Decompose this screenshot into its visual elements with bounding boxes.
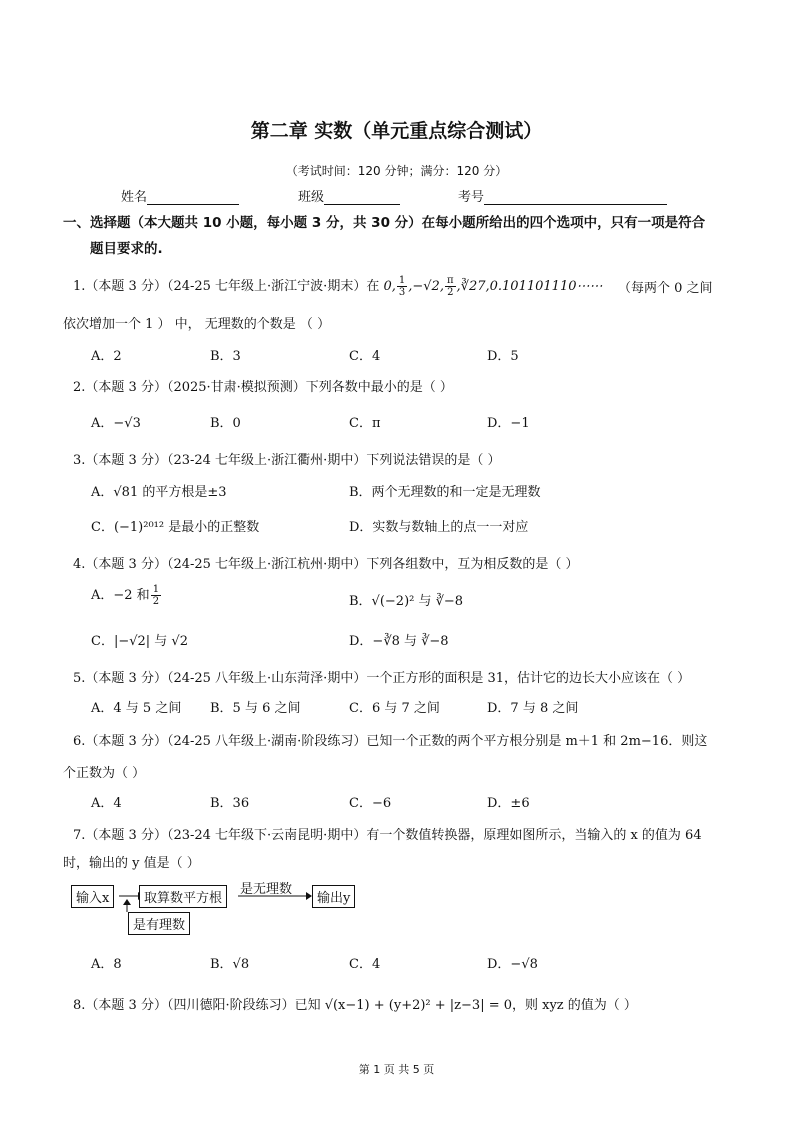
q6-option-c[interactable]: C．−6 (349, 796, 392, 811)
section-heading: 一、选择题（本大题共 10 小题，每小题 3 分，共 30 分）在每小题所给出的四个选项中，只有一项是符合 (63, 215, 706, 231)
q7-option-c[interactable]: C．4 (349, 957, 381, 972)
q3-option-b[interactable]: B．两个无理数的和一定是无理数 (349, 485, 541, 500)
q2-option-c[interactable]: C．π (349, 416, 381, 431)
q1-frac-1-3: $\frac{1}{3}$ (398, 275, 406, 298)
q4-frac-1-2: $\frac{1}{2}$ (152, 584, 160, 607)
page-title: 第二章 实数（单元重点综合测试） (250, 120, 543, 142)
name-field[interactable] (121, 186, 239, 205)
q7-option-d[interactable]: D．−√8 (487, 957, 538, 972)
q5-option-a[interactable]: A．4 与 5 之间 (91, 701, 182, 716)
q7-option-a[interactable]: A．8 (91, 957, 122, 972)
q6-option-d[interactable]: D．±6 (487, 796, 530, 811)
q5-option-c[interactable]: C．6 与 7 之间 (349, 701, 440, 716)
number-label: 考号 (458, 190, 485, 205)
q1-line2: 依次增加一个 1 ） 中， 无理数的个数是 （ ） (63, 317, 331, 332)
q4-option-a[interactable]: A．−2 和 $\frac{1}{2}$ (91, 584, 160, 607)
q1-frac-pi-2: $\frac{\pi}{2}$ (446, 275, 454, 298)
sqrt-process-box: 取算数平方根 (139, 885, 227, 908)
class-field[interactable] (298, 186, 400, 205)
question-5: 5.（本题 3 分）（24-25 八年级上·山东菏泽·期中）一个正方形的面积是 31，估计它的边长大小应该在（ ） (73, 671, 691, 686)
question-7: 7.（本题 3 分）（23-24 七年级下·云南昆明·期中）有一个数值转换器，原理如图所示，当输入的 x 的值为 64 (73, 828, 702, 843)
question-1: 1.（本题 3 分）（24-25 七年级上·浙江宁波·期末）在 0, $\frac{1}{3}$ ,−√2, $\frac{\pi}{2}$ ,∛27,0.101101110⋯⋯ (73, 275, 603, 298)
question-2: 2.（本题 3 分）（2025·甘肃·模拟预测）下列各数中最小的是（ ） (73, 380, 453, 395)
name-label: 姓名 (121, 190, 148, 205)
question-4: 4.（本题 3 分）（24-25 七年级上·浙江杭州·期中）下列各组数中，互为相反数的是（ ） (73, 557, 579, 572)
q6-option-a[interactable]: A．4 (91, 796, 122, 811)
question-8: 8.（本题 3 分）（四川德阳·阶段练习）已知 √(x−1) + (y+2)² + |z−3| = 0，则 xyz 的值为（ ） (73, 998, 637, 1013)
q1-option-d[interactable]: D．5 (487, 349, 519, 364)
section-heading-cont: 题目要求的. (90, 241, 163, 257)
q6-line2: 个正数为（ ） (63, 766, 146, 781)
question-6: 6.（本题 3 分）（24-25 八年级上·湖南·阶段练习）已知一个正数的两个平方根分别是 m＋1 和 2m−16．则这 (73, 734, 708, 749)
q6-option-b[interactable]: B．36 (210, 796, 250, 811)
q7-line2: 时，输出的 y 值是（ ） (63, 856, 200, 871)
output-box: 输出y (312, 885, 355, 908)
q1-head: 1.（本题 3 分）（24-25 七年级上·浙江宁波·期末）在 (73, 279, 380, 294)
q2-option-b[interactable]: B．0 (210, 416, 241, 431)
q1-note: （每两个 0 之间 (618, 281, 713, 296)
q3-option-d[interactable]: D．实数与数轴上的点一一对应 (349, 520, 529, 535)
q3-option-a[interactable]: A．√81 的平方根是±3 (91, 485, 227, 500)
q1-option-a[interactable]: A．2 (91, 349, 122, 364)
input-box: 输入x (71, 885, 114, 908)
q1-option-b[interactable]: B．3 (210, 349, 241, 364)
q3-option-c[interactable]: C．(−1)²⁰¹² 是最小的正整数 (91, 520, 260, 535)
q4-option-b[interactable]: B．√(−2)² 与 ∛−8 (349, 594, 464, 609)
q2-option-a[interactable]: A．−√3 (91, 416, 141, 431)
rational-box: 是有理数 (128, 912, 190, 935)
class-label: 班级 (298, 190, 325, 205)
irrational-label: 是无理数 (240, 882, 293, 897)
q2-option-d[interactable]: D．−1 (487, 416, 530, 431)
number-field[interactable] (458, 186, 667, 205)
q7-option-b[interactable]: B．√8 (210, 957, 250, 972)
question-3: 3.（本题 3 分）（23-24 七年级上·浙江衢州·期中）下列说法错误的是（ ） (73, 453, 501, 468)
q4-option-c[interactable]: C．|−√2| 与 √2 (91, 634, 188, 649)
exam-info: （考试时间：120 分钟；满分：120 分） (285, 164, 508, 178)
q5-option-b[interactable]: B．5 与 6 之间 (210, 701, 301, 716)
q4-option-d[interactable]: D．−∛8 与 ∛−8 (349, 634, 449, 649)
q1-option-c[interactable]: C．4 (349, 349, 381, 364)
q5-option-d[interactable]: D．7 与 8 之间 (487, 701, 579, 716)
page-footer: 第 1 页 共 5 页 (358, 1063, 435, 1076)
